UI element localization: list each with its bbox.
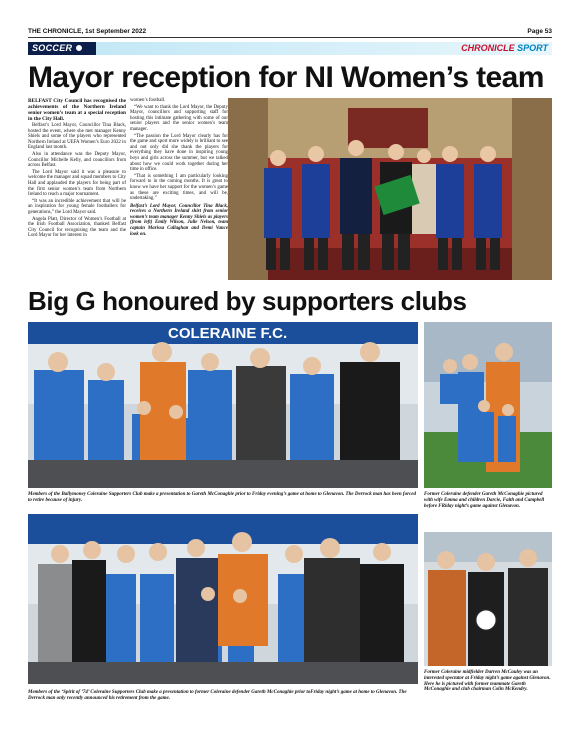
family-photo [424,322,552,488]
section-tag [28,42,96,55]
story1-para: women’s football. [130,98,166,103]
story2-headline: Big G honoured by supporters clubs [28,286,467,316]
page-number: Page 53 [527,28,552,35]
masthead-rule [28,37,552,38]
story1-para: Also in attendance was the Deputy Mayor, Councillor Michelle Kelly, and councillors from across Belfast. [28,151,126,169]
story1-para: “That is something I am particularly looking forward to in the coming months. It is great to know we have her support for the women’s game as these are exciting times, and will be, undertaking.” [130,173,228,202]
story1-para: “We want to thank the Lord Mayor, the Deputy Mayor, councillors and supporting staff for hosting this intimate gathering with some of our senior players and the senior women’s team manager. [130,104,228,132]
caption-spirit-of-74: Members of the ‘Spirit of ’74’ Coleraine Supporters Club make a presentation to former Coleraine defender Gareth McConaghie prior toFriday night’s game at home to Glenavon. The Derrock man only recently announced his retirement from the game. [28,690,407,701]
story1-para: “It was an incredible achievement that will be an inspiration for young female footballers for generations,” the Lord Mayor said. [28,198,126,215]
section-bar [28,42,552,55]
mccauley-photo [424,532,552,666]
story1-para: Belfast’s Lord Mayor, Councillor Tina Black, hosted the event, where she met manager Kenny Shiels and some of the players who represented Northern Ireland at UEFA Women’s Euro 2022 in England last month. [28,123,126,151]
section-tag-label: SOCCER [32,43,73,53]
football-icon [75,44,83,52]
publication-date: THE CHRONICLE, 1st September 2022 [28,28,147,35]
brand-part-1: CHRONICLE [461,43,515,53]
reception-photo [228,98,552,280]
story1-column-2 [130,98,228,280]
caption-ballymoney: Members of the Ballymoney Coleraine Supporters Club make a presentation to Gareth McConaghie prior to Friday evening’s game at home to Glenavon. The Derrock man has been forced to retire because of injury. [28,492,416,503]
spirit-of-74-photo [28,514,418,684]
story1-para: “The passion the Lord Mayor clearly has for the game and sport more widely is brilliant to see and not only did she thank the players for everything they have done in inspiring young boys and girls across the summer, but we talked about how we could work together during her time in office. [130,133,228,173]
brand-logo [461,42,548,55]
brand-part-2: SPORT [517,43,548,53]
story1-photo-caption: Belfast’s Lord Mayor, Councillor Tina Black, receives a Northern Ireland shirt from senior women’s team manager Kenny Shiels as players (from left) Emily Wilson, Julie Nelson, team captain Marissa Callaghan and Demi Vance look on. [130,203,228,237]
caption-mccauley: Former Coleraine midfielder Darren McCauley was an interested spectator at Friday night’s game against Glenavon. Here he is pictured with former teammate Gareth McConaghie and club chairman Colin McKendry. [424,670,551,693]
story1-lead: BELFAST City Council has recognised the achievements of the Northern Ireland senior women’s team at a special reception in the City Hall. [28,98,126,122]
ballymoney-club-photo [28,322,418,488]
caption-family: Former Coleraine defender Gareth McConaghie pictured with wife Emma and children Darcie, Faith and Campbell before FRiday night’s game against Glenavon. [424,492,545,509]
coleraine-banner: COLERAINE F.C. [168,325,288,342]
story1-column-1 [28,98,126,280]
story1-headline: Mayor reception for NI Women’s team [28,61,544,94]
story1-para: Angela Platt, Director of Women’s Football at the Irish Football Association, thanked Belfast City Council for recognising the team and the Lord Mayor for her interest in [28,216,126,239]
story1-para: The Lord Mayor said it was a pleasure to welcome the manager and squad members to City Hall and applauded the players for being part of the first senior women’s team from Northern Ireland to reach a major tournament. [28,169,126,198]
